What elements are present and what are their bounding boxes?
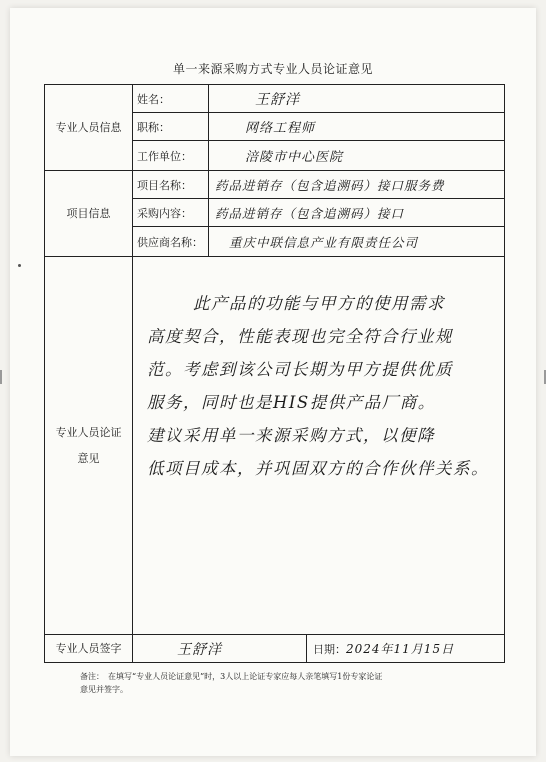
opinion-label-line2: 意见: [77, 451, 100, 465]
date-label: 日期：: [313, 643, 346, 656]
name-value: 王舒洋: [255, 91, 300, 108]
opinion-text: [133, 257, 505, 635]
row-signature: [45, 635, 505, 663]
signature-label: 专业人员签字: [45, 635, 133, 663]
footnote-line2: 意见并签字。: [80, 685, 128, 694]
opinion-line: 建议采用单一来源采购方式，以便降: [147, 426, 435, 445]
footnote-line1: 备注： 在填写“专业人员论证意见”时，3人以上论证专家应每人亲笔填写1份专家论证: [80, 672, 383, 681]
opinion-line: 低项目成本，并巩固双方的合作伙伴关系。: [147, 459, 489, 478]
expert-info-label: 专业人员信息: [45, 85, 133, 171]
project-name-label: 项目名称：: [133, 171, 209, 199]
supplier-label: 供应商名称：: [133, 227, 209, 257]
procurement-content-value: 药品进销存（包含追溯码）接口: [215, 205, 405, 221]
scan-edge-left: [0, 370, 2, 384]
title-label: 职称：: [133, 113, 209, 141]
org-value: 涪陵市中心医院: [245, 150, 344, 165]
row-project-name: [45, 171, 505, 199]
org-label: 工作单位：: [133, 141, 209, 171]
row-opinion: [45, 257, 505, 635]
row-expert-name: [45, 85, 505, 113]
opinion-label: [45, 257, 133, 635]
signature-value: 王舒洋: [177, 641, 222, 658]
opinion-line: 范。考虑到该公司长期为甲方提供优质: [147, 360, 453, 379]
supplier-value: 重庆中联信息产业有限责任公司: [229, 234, 419, 250]
date-value: 2024年11月15日: [346, 642, 455, 656]
footnote: [80, 670, 480, 696]
name-label: 姓名：: [133, 85, 209, 113]
paper-speck: [18, 264, 21, 267]
procurement-content-label: 采购内容：: [133, 199, 209, 227]
title-value: 网络工程师: [245, 121, 316, 136]
opinion-line: 高度契合，性能表现也完全符合行业规: [147, 327, 453, 346]
document-title: 单一来源采购方式专业人员论证意见: [172, 62, 373, 76]
opinion-line: 此产品的功能与甲方的使用需求: [193, 294, 445, 313]
project-name-value: 药品进销存（包含追溯码）接口服务费: [215, 177, 445, 193]
opinion-label-line1: 专业人员论证: [55, 425, 122, 439]
opinion-form: [44, 84, 505, 663]
opinion-line: 服务，同时也是HIS提供产品厂商。: [147, 393, 436, 412]
project-info-label: 项目信息: [45, 171, 133, 257]
